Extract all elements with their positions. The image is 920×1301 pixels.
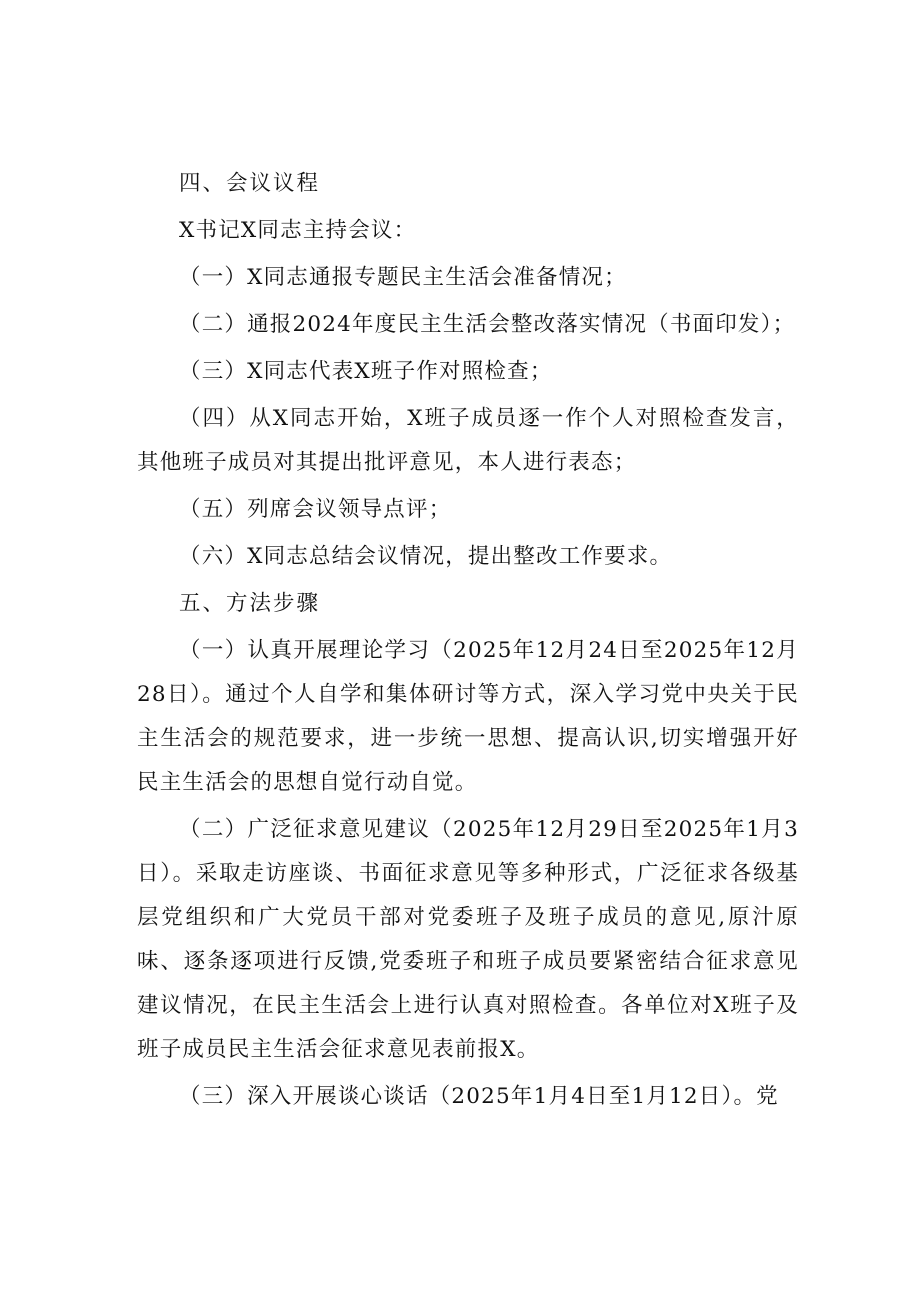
agenda-item-3: （三）X同志代表X班子作对照检查； [179, 359, 553, 384]
agenda-item-2: （二）通报2024年度民主生活会整改落实情况（书面印发）； [179, 312, 796, 337]
section-heading-agenda: 四、会议议程 [179, 171, 321, 196]
step-paragraph-3: （三）深入开展谈心谈话（2025年1月4日至1月12日）。党 [179, 1084, 779, 1109]
document-body [137, 162, 799, 1122]
section-heading-steps: 五、方法步骤 [179, 591, 321, 616]
agenda-item-5: （五）列席会议领导点评； [179, 497, 452, 522]
agenda-item-4: （四）从X同志开始，X班子成员逐一作个人对照检查发言，其他班子成员对其提出批评意见，本人进行表态； [137, 406, 799, 475]
agenda-item-1: （一）X同志通报专题民主生活会准备情况； [179, 265, 627, 290]
step-paragraph-2: （二）广泛征求意见建议（2025年12月29日至2025年1月3日）。采取走访座谈、书面征求意见等多种形式，广泛征求各级基层党组织和广大党员干部对党委班子及班子成员的意见,原汁原味、逐条逐项进行反馈,党委班子和班子成员要紧密结合征求意见建议情况，在民主生活会上进行认真对照检查。各单位对X班子及班子成员民主生活会征求意见表前报X。 [137, 817, 799, 1062]
agenda-item-6: （六）X同志总结会议情况，提出整改工作要求。 [179, 544, 673, 569]
step-paragraph-1: （一）认真开展理论学习（2025年12月24日至2025年12月28日）。通过个人自学和集体研讨等方式，深入学习党中央关于民主生活会的规范要求，进一步统一思想、提高认识,切实增强开好民主生活会的思想自觉行动自觉。 [137, 638, 799, 795]
host-line: X书记X同志主持会议： [179, 218, 417, 243]
